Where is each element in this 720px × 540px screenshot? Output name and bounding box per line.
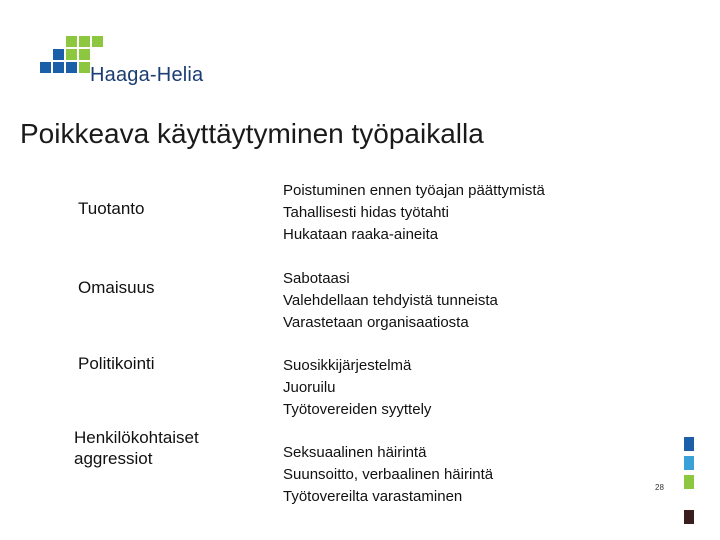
category-henkilokohtaiset-aggressiot: Henkilökohtaiset aggressiot (74, 428, 199, 468)
items-tuotanto (283, 180, 545, 246)
list-item: Työtovereilta varastaminen (283, 488, 463, 505)
list-item: Poistuminen ennen työajan päättymistä (283, 182, 545, 199)
list-item: Suosikkijärjestelmä (283, 357, 412, 374)
category-politikointi: Politikointi (78, 354, 155, 373)
items-henkilokohtaiset-aggressiot (283, 442, 493, 508)
category-tuotanto: Tuotanto (78, 199, 145, 218)
list-item: Sabotaasi (283, 270, 350, 287)
list-item: Seksuaalinen häirintä (283, 444, 427, 461)
list-item: Suunsoitto, verbaalinen häirintä (283, 466, 494, 483)
slide-title: Poikkeava käyttäytyminen työpaikalla (20, 118, 484, 149)
list-item: Varastetaan organisaatiosta (283, 314, 469, 331)
page-number: 28 (655, 483, 664, 492)
list-item: Hukataan raaka-aineita (283, 226, 439, 243)
side-bar-segment (684, 475, 694, 489)
haaga-helia-logo (40, 36, 210, 86)
category-omaisuus: Omaisuus (78, 278, 155, 297)
side-bar-segment (684, 494, 694, 506)
side-bar-segment (684, 437, 694, 451)
side-bar-segment (684, 510, 694, 524)
list-item: Tahallisesti hidas työtahti (283, 204, 449, 221)
items-omaisuus (283, 268, 498, 334)
list-item: Valehdellaan tehdyistä tunneista (283, 292, 498, 309)
side-bar-segment (684, 456, 694, 470)
logo-text: Haaga-Helia (90, 64, 204, 86)
list-item: Juoruilu (283, 379, 336, 396)
items-politikointi (283, 355, 431, 421)
list-item: Työtovereiden syyttely (283, 401, 432, 418)
